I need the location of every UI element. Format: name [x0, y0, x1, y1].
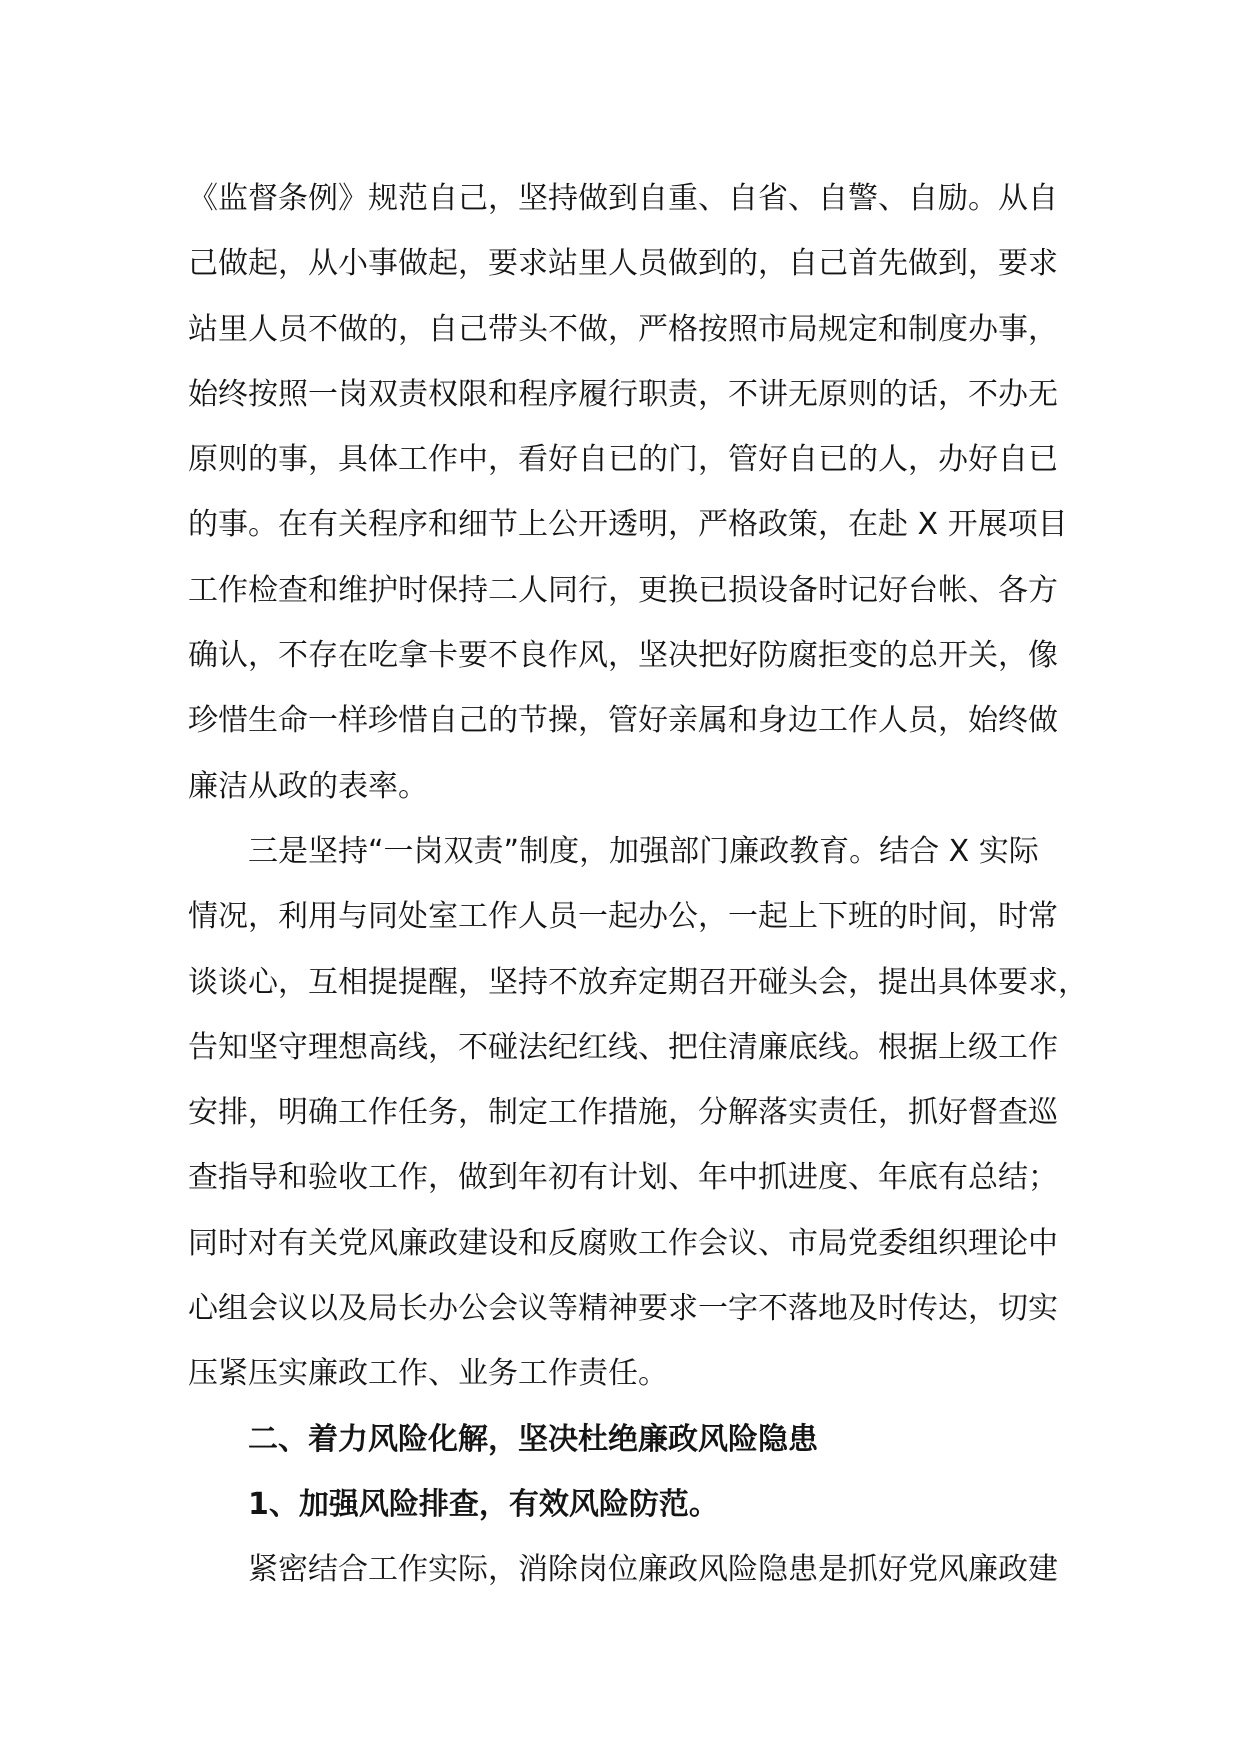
- paragraph-1-line: 的事。在有关程序和细节上公开透明，严格政策，在赴 X 开展项目: [188, 507, 1068, 543]
- paragraph-1-line: 《监督条例》规范自己，坚持做到自重、自省、自警、自励。从自: [188, 181, 1058, 216]
- paragraph-3: [188, 1537, 1088, 1602]
- paragraph-2-line: 情况，利用与同处室工作人员一起办公，一起上下班的时间，时常: [188, 899, 1058, 935]
- paragraph-2-line: 谈谈心，互相提提醒，坚持不放弃定期召开碰头会，提出具体要求，: [188, 964, 1088, 1000]
- paragraph-2-line: 心组会议以及局长办公会议等精神要求一字不落地及时传达，切实: [188, 1291, 1058, 1327]
- paragraph-1-line: 始终按照一岗双责权限和程序履行职责，不讲无原则的话，不办无: [188, 376, 1058, 412]
- paragraph-1: [188, 166, 1088, 819]
- section-heading: 二、着力风险化解，坚决杜绝廉政风险隐患: [248, 1421, 818, 1457]
- paragraph-1-line: 廉洁从政的表率。: [188, 768, 428, 804]
- paragraph-2-line: 压紧压实廉政工作、业务工作责任。: [188, 1356, 668, 1392]
- document-body: [188, 166, 1088, 1603]
- paragraph-2-line: 同时对有关党风廉政建设和反腐败工作会议、市局党委组织理论中: [188, 1225, 1058, 1261]
- paragraph-2-line: 告知坚守理想高线，不碰法纪红线、把住清廉底线。根据上级工作: [188, 1029, 1058, 1065]
- paragraph-2-line: 查指导和验收工作，做到年初有计划、年中抓进度、年底有总结；: [188, 1160, 1058, 1196]
- subsection-heading: 1、加强风险排查，有效风险防范。: [248, 1486, 719, 1522]
- paragraph-3-line: 紧密结合工作实际，消除岗位廉政风险隐患是抓好党风廉政建: [248, 1552, 1058, 1588]
- paragraph-1-line: 确认，不存在吃拿卡要不良作风，坚决把好防腐拒变的总开关，像: [188, 638, 1058, 674]
- paragraph-1-line: 站里人员不做的，自己带头不做，严格按照市局规定和制度办事，: [188, 311, 1058, 347]
- paragraph-1-line: 工作检查和维护时保持二人同行，更换已损设备时记好台帐、各方: [188, 572, 1058, 608]
- paragraph-2-line: 安排，明确工作任务，制定工作措施，分解落实责任，抓好督查巡: [188, 1095, 1058, 1131]
- paragraph-2: [188, 819, 1088, 1407]
- paragraph-2-line: 三是坚持“一岗双责”制度，加强部门廉政教育。结合 X 实际: [248, 833, 1039, 869]
- paragraph-1-line: 珍惜生命一样珍惜自己的节操，管好亲属和身边工作人员，始终做: [188, 703, 1058, 739]
- paragraph-1-line: 己做起，从小事做起，要求站里人员做到的，自己首先做到，要求: [188, 246, 1058, 282]
- paragraph-1-line: 原则的事，具体工作中，看好自已的门，管好自已的人，办好自已: [188, 442, 1058, 478]
